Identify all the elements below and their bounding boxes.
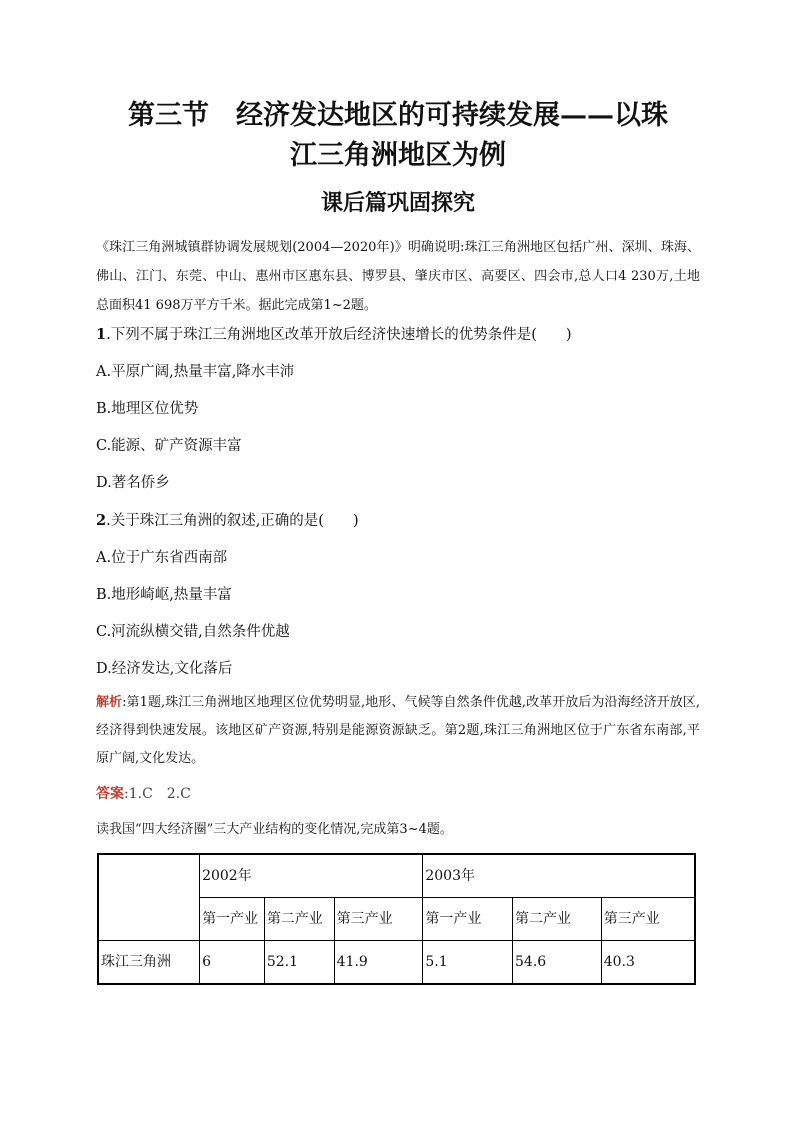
q1-option-d: D.著名侨乡: [96, 475, 170, 491]
analysis-paragraph: [96, 689, 700, 773]
table-cell: 6: [200, 941, 265, 985]
intro-paragraph: 《珠江三角洲城镇群协调发展规划(2004—2020年)》明确说明:珠江三角洲地区包括广州、深圳、珠海、佛山、江门、东莞、中山、惠州市区惠东县、博罗县、肇庆市区、高要区、四会市,总人口4 230万,土地总面积41 698万平方千米。据此完成第1~2题。: [96, 240, 700, 313]
q1-option-c: C.能源、矿产资源丰富: [96, 438, 242, 454]
q1-option-a: A.平原广阔,热量丰富,降水丰沛: [96, 364, 295, 380]
table-row-label: 珠江三角洲: [98, 941, 200, 985]
table-cell: 54.6: [513, 941, 602, 985]
table-corner-cell: [98, 854, 200, 941]
table-cell: 5.1: [423, 941, 513, 985]
table-header-cell: 第三产业: [601, 898, 695, 941]
question-2-number: 2: [96, 512, 107, 529]
table-header-cell: 第一产业: [423, 898, 513, 941]
q2-option-a: A.位于广东省西南部: [96, 550, 228, 566]
table-cell: 52.1: [264, 941, 334, 985]
answer-line: [96, 782, 191, 806]
table-cell: 40.3: [601, 941, 695, 985]
table-header-cell: 第二产业: [513, 898, 602, 941]
table-row: [98, 941, 695, 985]
table-year-2002: 2002年: [200, 854, 423, 898]
q2-option-b: B.地形崎岖,热量丰富: [96, 587, 232, 603]
table-cell: 41.9: [334, 941, 423, 985]
question-2-stem: .关于珠江三角洲的叙述,正确的是( ): [106, 513, 359, 529]
section-subtitle: 课后篇巩固探究: [320, 190, 475, 216]
question-2: [96, 509, 359, 533]
answer-text: :1.C 2.C: [124, 786, 191, 802]
table-header-cell: 第一产业: [200, 898, 265, 941]
q2-option-c: C.河流纵横交错,自然条件优越: [96, 624, 290, 640]
q1-option-b: B.地理区位优势: [96, 401, 199, 417]
industry-structure-table: [97, 853, 696, 985]
q2-option-d: D.经济发达,文化落后: [96, 661, 233, 677]
analysis-text: :第1题,珠江三角洲地区地理区位优势明显,地形、气候等自然条件优越,改革开放后为沿海经济开放区,经济得到快速发展。该地区矿产资源,特别是能源资源缺乏。第2题,珠江三角洲地区位于广东省东南部,平原广阔,文化发达。: [96, 695, 700, 766]
table-instruction: 读我国“四大经济圈”三大产业结构的变化情况,完成第3~4题。: [96, 822, 453, 837]
table-header-row: [98, 854, 695, 898]
question-1-number: 1: [96, 326, 107, 343]
answer-label: 答案: [96, 786, 124, 802]
table-year-2003: 2003年: [423, 854, 695, 898]
table-header-cell: 第二产业: [264, 898, 334, 941]
page-title-line-1: 第三节 经济发达地区的可持续发展——以珠: [128, 100, 668, 131]
page-title-line-2: 江三角洲地区为例: [290, 140, 506, 171]
question-1-stem: .下列不属于珠江三角洲地区改革开放后经济快速增长的优势条件是( ): [106, 327, 572, 343]
question-1: [96, 323, 572, 347]
table-header-cell: 第三产业: [334, 898, 423, 941]
analysis-label: 解析: [96, 695, 123, 710]
